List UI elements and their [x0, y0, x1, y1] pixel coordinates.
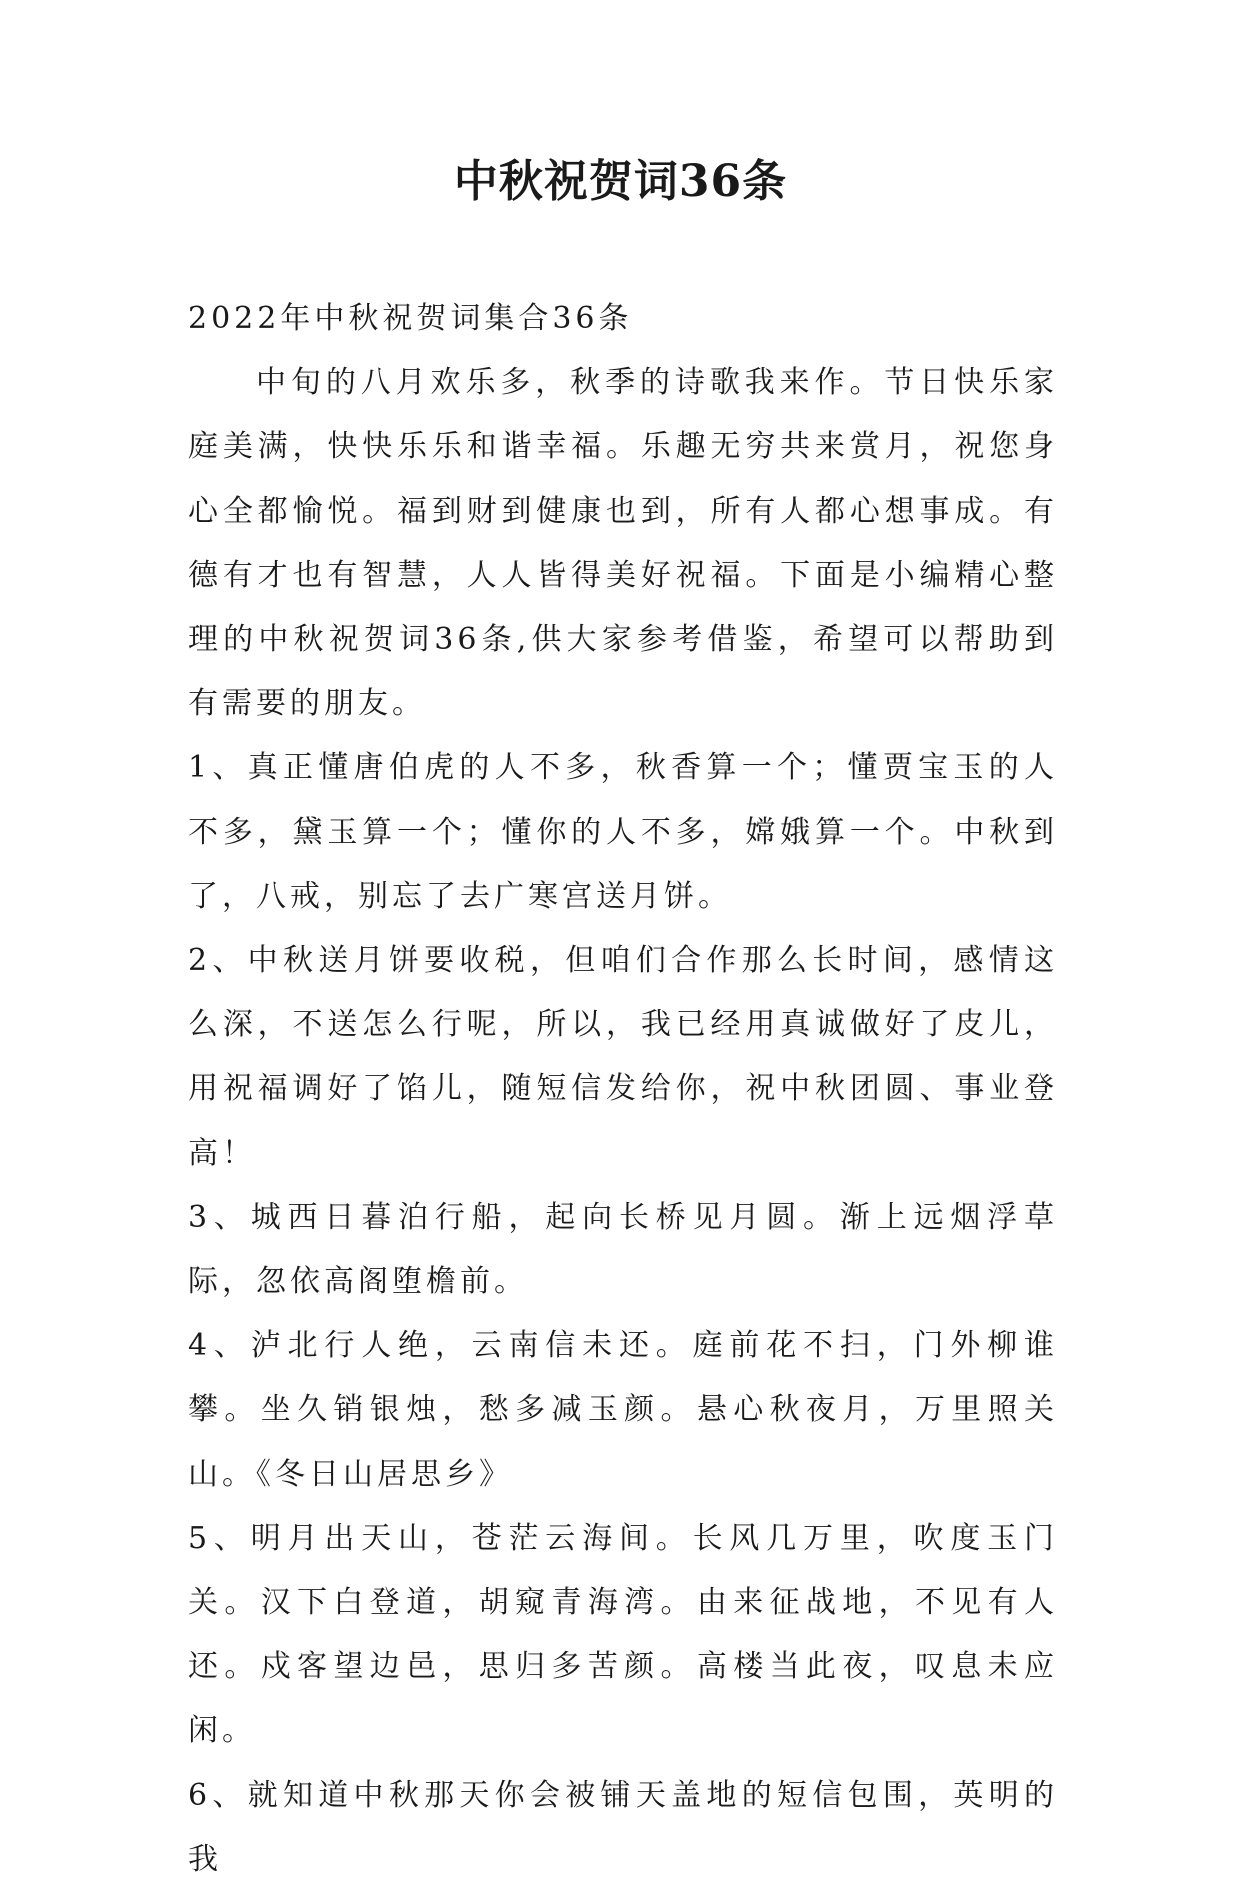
document-title: 中秋祝贺词36条 — [453, 156, 788, 207]
greeting-item-3: 3、城西日暮泊行船，起向长桥见月圆。渐上远烟浮草际，忽依高阁堕檐前。 — [188, 1199, 1058, 1300]
greeting-item-1: 1、真正懂唐伯虎的人不多，秋香算一个；懂贾宝玉的人不多，黛玉算一个；懂你的人不多，嫦娥算一个。中秋到了，八戒，别忘了去广寒宫送月饼。 — [188, 750, 1058, 914]
greeting-item-5: 5、明月出天山，苍茫云海间。长风几万里，吹度玉门关。汉下白登道，胡窥青海湾。由来征战地，不见有人还。戍客望边邑，思归多苦颜。高楼当此夜，叹息未应闲。 — [188, 1520, 1058, 1749]
greeting-item-2: 2、中秋送月饼要收税，但咱们合作那么长时间，感情这么深，不送怎么行呢，所以，我已经用真诚做好了皮儿，用祝福调好了馅儿，随短信发给你，祝中秋团圆、事业登高！ — [188, 943, 1058, 1171]
document-subtitle: 2022年中秋祝贺词集合36条 — [188, 301, 633, 336]
intro-paragraph: 中旬的八月欢乐多，秋季的诗歌我来作。节日快乐家庭美满，快快乐乐和谐幸福。乐趣无穷共来赏月，祝您身心全都愉悦。福到财到健康也到，所有人都心想事成。有德有才也有智慧，人人皆得美好祝福。下面是小编精心整理的中秋祝贺词36条,供大家参考借鉴，希望可以帮助到有需要的朋友。 — [188, 365, 1058, 722]
document-body — [188, 287, 1058, 1892]
greeting-item-6: 6、就知道中秋那天你会被铺天盖地的短信包围，英明的我 — [188, 1777, 1058, 1877]
greeting-item-4: 4、泸北行人绝，云南信未还。庭前花不扫，门外柳谁攀。坐久销银烛，愁多减玉颜。悬心秋夜月，万里照关山。《冬日山居思乡》 — [188, 1328, 1058, 1492]
